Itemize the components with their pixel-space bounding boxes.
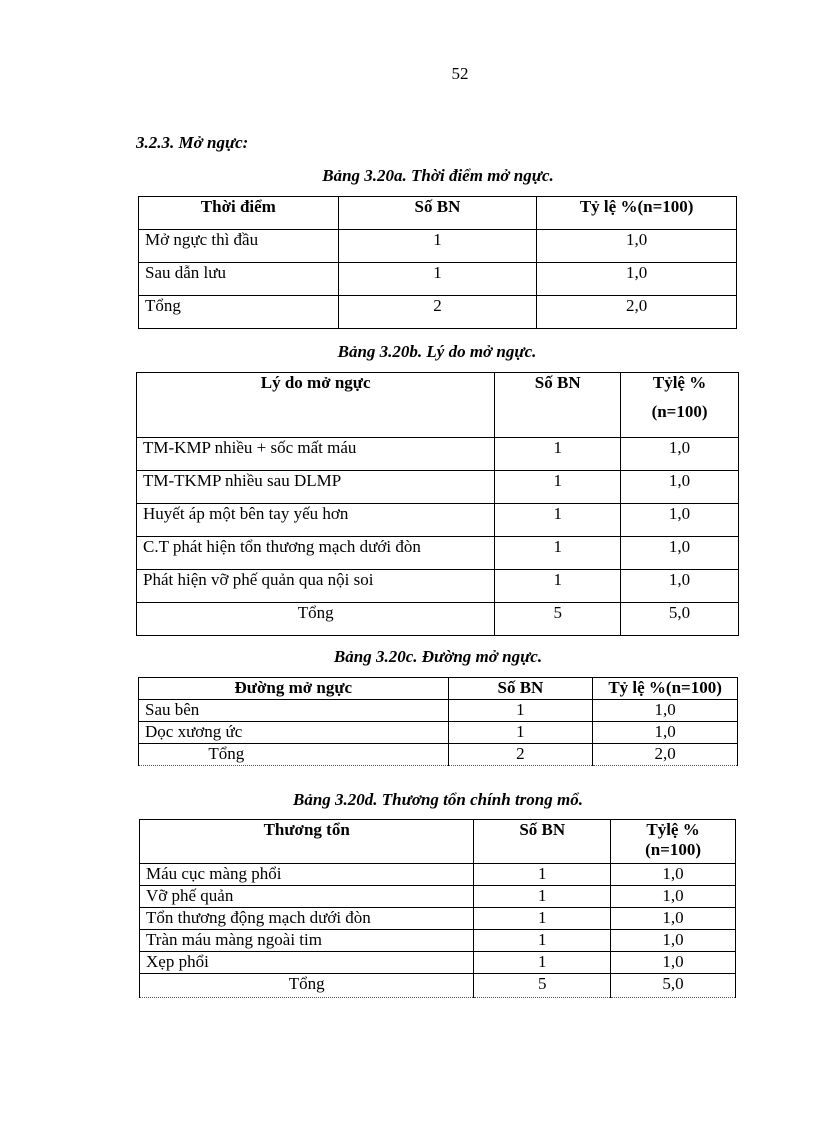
table-d-header-line: Tỷlệ % [646, 820, 700, 839]
table-row [140, 930, 736, 952]
table-cell: 1,0 [621, 438, 739, 471]
table-d [139, 819, 736, 998]
table-cell: Tràn máu màng ngoài tim [140, 930, 474, 952]
table-cell: 5,0 [621, 603, 739, 636]
table-cell: 1,0 [621, 537, 739, 570]
table-c-header: Đường mở ngực [139, 678, 449, 700]
table-row [140, 886, 736, 908]
table-row [139, 722, 738, 744]
table-cell: 1 [495, 504, 621, 537]
table-cell: Tổng [139, 296, 339, 329]
table-cell: 1,0 [621, 471, 739, 504]
table-cell: 2 [448, 744, 593, 766]
table-row [139, 263, 737, 296]
table-b-header: Số BN [495, 373, 621, 438]
table-cell: 1 [448, 700, 593, 722]
table-row [139, 700, 738, 722]
table-row [140, 974, 736, 998]
table-cell: 1 [448, 722, 593, 744]
table-cell: Dọc xương ức [139, 722, 449, 744]
table-cell: 2,0 [593, 744, 738, 766]
table-row [140, 908, 736, 930]
table-cell: Phát hiện vỡ phế quản qua nội soi [137, 570, 495, 603]
table-row [137, 504, 739, 537]
table-b-header-line: Tỷlệ % [652, 373, 707, 392]
table-cell: Sau bên [139, 700, 449, 722]
table-d-header: Thương tổn [140, 820, 474, 864]
table-cell: 2 [338, 296, 537, 329]
table-cell: 1 [495, 570, 621, 603]
table-cell: 1 [495, 471, 621, 504]
table-cell: 5 [495, 603, 621, 636]
table-row [137, 438, 739, 471]
table-cell: 1 [495, 537, 621, 570]
table-cell: 1,0 [611, 952, 736, 974]
table-cell: 1 [338, 263, 537, 296]
table-cell: 1,0 [593, 722, 738, 744]
table-cell: 1,0 [537, 263, 737, 296]
table-b-header [621, 373, 739, 438]
table-cell: 2,0 [537, 296, 737, 329]
table-cell: C.T phát hiện tổn thương mạch dưới đòn [137, 537, 495, 570]
section-heading: 3.2.3. Mở ngực: [136, 133, 249, 152]
table-cell: Huyết áp một bên tay yếu hơn [137, 504, 495, 537]
table-row [139, 744, 738, 766]
table-a-header: Tỷ lệ %(n=100) [537, 197, 737, 230]
table-cell: Tổng [139, 744, 449, 766]
table-a [138, 196, 737, 329]
table-row [137, 537, 739, 570]
table-cell: 1 [474, 930, 611, 952]
table-cell: 1,0 [593, 700, 738, 722]
table-row [139, 230, 737, 263]
table-a-header: Số BN [338, 197, 537, 230]
table-cell: 1 [474, 864, 611, 886]
table-d-header-line: (n=100) [645, 840, 702, 859]
table-cell: 1,0 [611, 930, 736, 952]
table-cell: Máu cục màng phổi [140, 864, 474, 886]
table-b-caption: Bảng 3.20b. Lý do mở ngực. [337, 342, 537, 361]
table-row [137, 471, 739, 504]
table-cell: Xẹp phổi [140, 952, 474, 974]
table-cell: 1,0 [621, 504, 739, 537]
table-cell: Tổn thương động mạch dưới đòn [140, 908, 474, 930]
table-cell: 1,0 [611, 864, 736, 886]
table-cell: 1,0 [611, 886, 736, 908]
table-row [137, 570, 739, 603]
table-cell: Mở ngực thì đầu [139, 230, 339, 263]
table-row [137, 603, 739, 636]
table-a-caption: Bảng 3.20a. Thời điểm mở ngực. [322, 166, 554, 185]
table-b-header-line: (n=100) [651, 402, 708, 421]
table-cell: Tổng [140, 974, 474, 998]
table-c-caption: Bảng 3.20c. Đường mở ngực. [333, 647, 543, 666]
table-b [136, 372, 739, 636]
table-cell: Sau dẫn lưu [139, 263, 339, 296]
table-d-header: Số BN [474, 820, 611, 864]
table-cell: TM-TKMP nhiều sau DLMP [137, 471, 495, 504]
table-c [138, 677, 738, 766]
table-cell: 1 [495, 438, 621, 471]
page-number: 52 [451, 64, 469, 83]
table-c-header: Tỷ lệ %(n=100) [593, 678, 738, 700]
table-cell: 1 [474, 908, 611, 930]
table-cell: 1 [474, 952, 611, 974]
table-d-caption: Bảng 3.20d. Thương tổn chính trong mổ. [293, 790, 583, 809]
table-row [140, 864, 736, 886]
table-d-header [611, 820, 736, 864]
table-cell: 1 [474, 886, 611, 908]
table-b-header: Lý do mở ngực [137, 373, 495, 438]
table-cell: 1,0 [537, 230, 737, 263]
table-cell: Vỡ phế quản [140, 886, 474, 908]
table-cell: 5 [474, 974, 611, 998]
table-cell: 1 [338, 230, 537, 263]
table-a-header: Thời điểm [139, 197, 339, 230]
table-cell: 1,0 [611, 908, 736, 930]
table-cell: 1,0 [621, 570, 739, 603]
table-cell: 5,0 [611, 974, 736, 998]
table-c-header: Số BN [448, 678, 593, 700]
table-cell: TM-KMP nhiều + sốc mất máu [137, 438, 495, 471]
table-row [140, 952, 736, 974]
table-cell: Tổng [137, 603, 495, 636]
table-row [139, 296, 737, 329]
